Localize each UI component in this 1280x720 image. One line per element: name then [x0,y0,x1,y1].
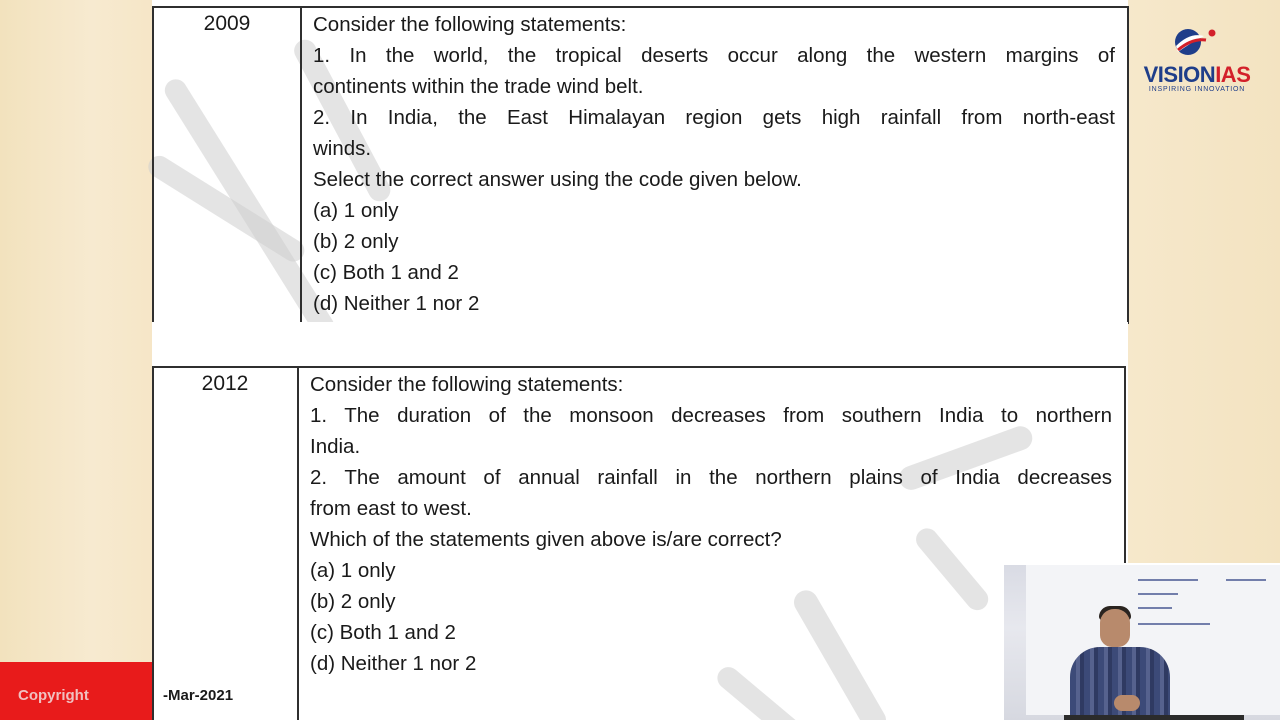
option-b: (b) 2 only [310,590,396,613]
question-line: 2. The amount of annual rainfall in the northern plains of India decreases [310,466,1112,489]
option-a: (a) 1 only [310,559,396,582]
option-d: (d) Neither 1 nor 2 [313,292,480,315]
column-divider [300,8,302,322]
option-c: (c) Both 1 and 2 [310,621,456,644]
logo-vision-text: VISION [1143,62,1216,87]
logo-tagline: INSPIRING INNOVATION [1148,86,1246,93]
question-year: 2012 [201,372,249,395]
globe-icon [1132,24,1262,64]
question-line: Consider the following statements: [313,13,627,36]
question-body [313,9,1115,319]
instructor-hand [1114,695,1140,711]
left-background-panel [0,0,152,720]
option-d: (d) Neither 1 nor 2 [310,652,477,675]
question-line: 1. In the world, the tropical deserts occur along the western margins of [313,44,1115,67]
desk [1064,715,1244,720]
board-writing [1138,623,1210,625]
logo-wordmark [1132,62,1262,88]
question-line: Which of the statements given above is/are correct? [310,528,782,551]
column-divider [297,368,299,720]
question-line: Select the correct answer using the code given below. [313,168,802,191]
question-line: India. [310,435,361,458]
board-writing [1138,607,1172,609]
copyright-text [18,687,233,704]
instructor-head [1100,609,1130,647]
question-line: 2. In India, the East Himalayan region gets high rainfall from north-east [313,106,1115,129]
question-body [310,369,1112,679]
question-line: continents within the trade wind belt. [313,75,644,98]
board-writing [1138,593,1178,595]
instructor-video-feed [1002,563,1280,720]
board-writing [1226,579,1266,581]
question-line: Consider the following statements: [310,373,624,396]
copyright-date: -Mar-2021 [163,687,234,704]
option-c: (c) Both 1 and 2 [313,261,459,284]
table-gap [152,322,1128,366]
option-a: (a) 1 only [313,199,399,222]
question-line: from east to west. [310,497,472,520]
question-line: 1. The duration of the monsoon decreases from southern India to northern [310,404,1112,427]
question-line: winds. [313,137,372,160]
board-writing [1138,579,1198,581]
logo-ias-text: IAS [1215,62,1251,87]
copyright-label: Copyright [18,687,93,704]
option-b: (b) 2 only [313,230,399,253]
question-year: 2009 [203,12,251,35]
brand-logo [1132,24,1262,98]
